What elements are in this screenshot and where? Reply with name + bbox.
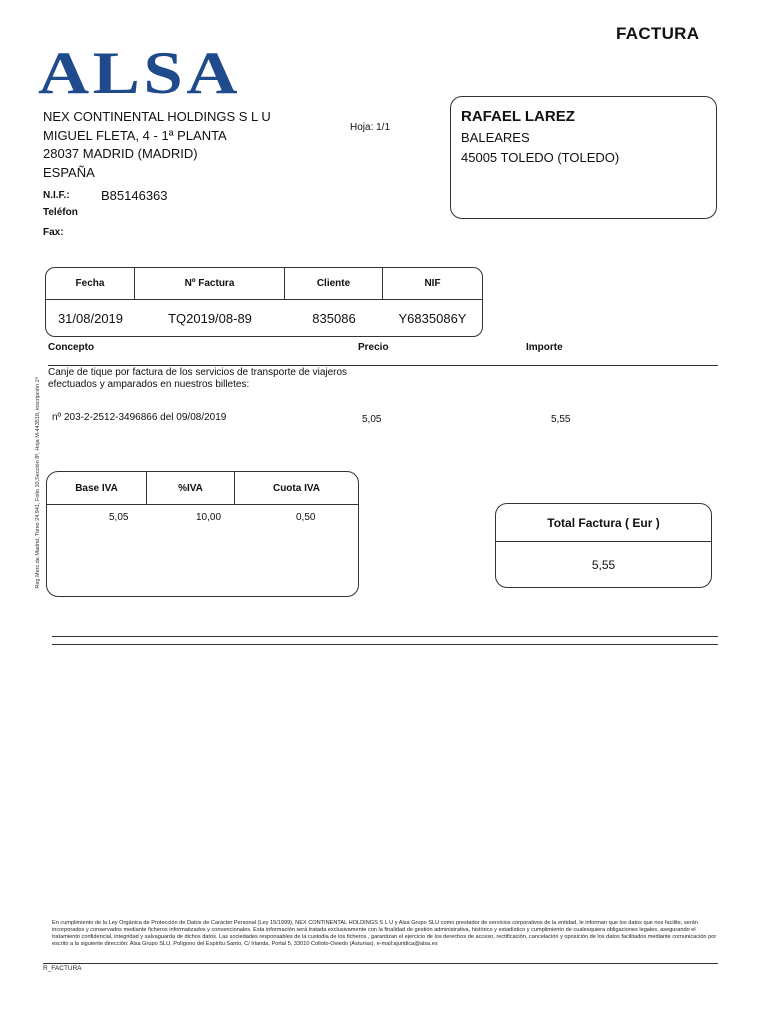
- value-porcentaje-iva: 10,00: [196, 512, 222, 523]
- header-cuota-iva: Cuota IVA: [272, 482, 321, 494]
- header-numero-factura: Nº Factura: [135, 268, 285, 299]
- invoice-header-table: [45, 267, 483, 337]
- divider: [52, 644, 718, 645]
- client-address-line2: 45005 TOLEDO (TOLEDO): [461, 150, 620, 165]
- header-porcentaje-iva: %IVA: [147, 472, 235, 504]
- issuer-street: MIGUEL FLETA, 4 - 1ª PLANTA: [43, 127, 227, 143]
- value-nif: Y6835086Y: [398, 311, 467, 326]
- header-fecha: Fecha: [46, 268, 135, 299]
- nif-value: B85146363: [101, 188, 168, 203]
- value-cuota-iva: 0,50: [296, 512, 316, 523]
- divider: [43, 963, 718, 964]
- client-name: RAFAEL LAREZ: [461, 108, 575, 125]
- registry-note: Reg.Merc.de Madrid, Tomo 24.941, Folio 10,Sección 8ª, Hoja M-443518, inscripción 1ª: [35, 377, 41, 589]
- value-numero-factura: TQ2019/08-89: [168, 311, 252, 326]
- phone-label: Teléfon: [43, 207, 78, 218]
- value-base-iva: 5,05: [109, 512, 129, 523]
- column-concepto: Concepto: [48, 342, 95, 353]
- total-box: [495, 503, 712, 588]
- document-title: FACTURA: [616, 24, 700, 43]
- concepto-description: Canje de tique por factura de los servicios de transporte de viajeros efectuados y amparados en nuestros billetes:: [48, 367, 348, 390]
- iva-table: [46, 471, 359, 597]
- header-nif: NIF: [424, 278, 441, 289]
- page-indicator: Hoja: 1/1: [350, 122, 391, 133]
- issuer-country: ESPAÑA: [43, 164, 95, 180]
- issuer-name: NEX CONTINENTAL HOLDINGS S L U: [43, 109, 271, 124]
- value-cliente: 835086: [312, 311, 356, 326]
- form-reference: R_FACTURA: [43, 965, 82, 972]
- fax-label: Fax:: [43, 227, 64, 238]
- issuer-city: 28037 MADRID (MADRID): [43, 146, 198, 161]
- divider: [52, 636, 718, 637]
- legal-notice: En cumplimiento de la Ley Orgánica de Protección de Datos de Carácter Personal (Ley 15/1999), NEX CONTINENTAL HOLDINGS S L U y Alsa Grupo SLU como prestador de servicios corporativos de la entidad, le informan que los datos que nos facilite, serán incorporados y conservados mediante ficheros informatizados y convencionales. Esta información será tratada exclusivamente con la finalidad de gestión administrativa, histórico y estadístico y cumplimiento de cualesquiera obligaciones legales, asegurando el tratamiento confidencial, integridad y salvaguarda de dichos datos. Las sociedades responsables de la custodia de los ficheros , garantizan el ejercicio de los derechos de acceso, rectificación, cancelación y oposición de los datos facilitados mediante comunicación por escrito a la siguiente dirección: Alsa Grupo SLU, Polígono del Espíritu Santo, C/ Irlanda, Portal 5, 33010 Colloto-Oviedo (Asturias). e-mail:ajuridica@alsa.es: [52, 920, 717, 947]
- column-precio: Precio: [358, 342, 389, 353]
- client-address-box: [450, 96, 717, 219]
- line-item-precio: 5,05: [362, 414, 382, 425]
- issuer-address: [43, 108, 271, 182]
- alsa-logo: ALSA: [38, 40, 242, 106]
- nif-label: N.I.F.:: [43, 190, 70, 201]
- total-label: Total Factura ( Eur ): [496, 504, 711, 542]
- value-fecha: 31/08/2019: [57, 311, 124, 326]
- header-base-iva: Base IVA: [47, 472, 147, 504]
- line-item-description: nº 203-2-2512-3496866 del 09/08/2019: [52, 412, 227, 423]
- divider: [48, 365, 718, 366]
- column-importe: Importe: [526, 342, 563, 353]
- client-address-line1: BALEARES: [461, 130, 530, 145]
- header-cliente: Cliente: [285, 268, 383, 299]
- line-item-importe: 5,55: [551, 414, 571, 425]
- total-value: 5,55: [591, 558, 616, 572]
